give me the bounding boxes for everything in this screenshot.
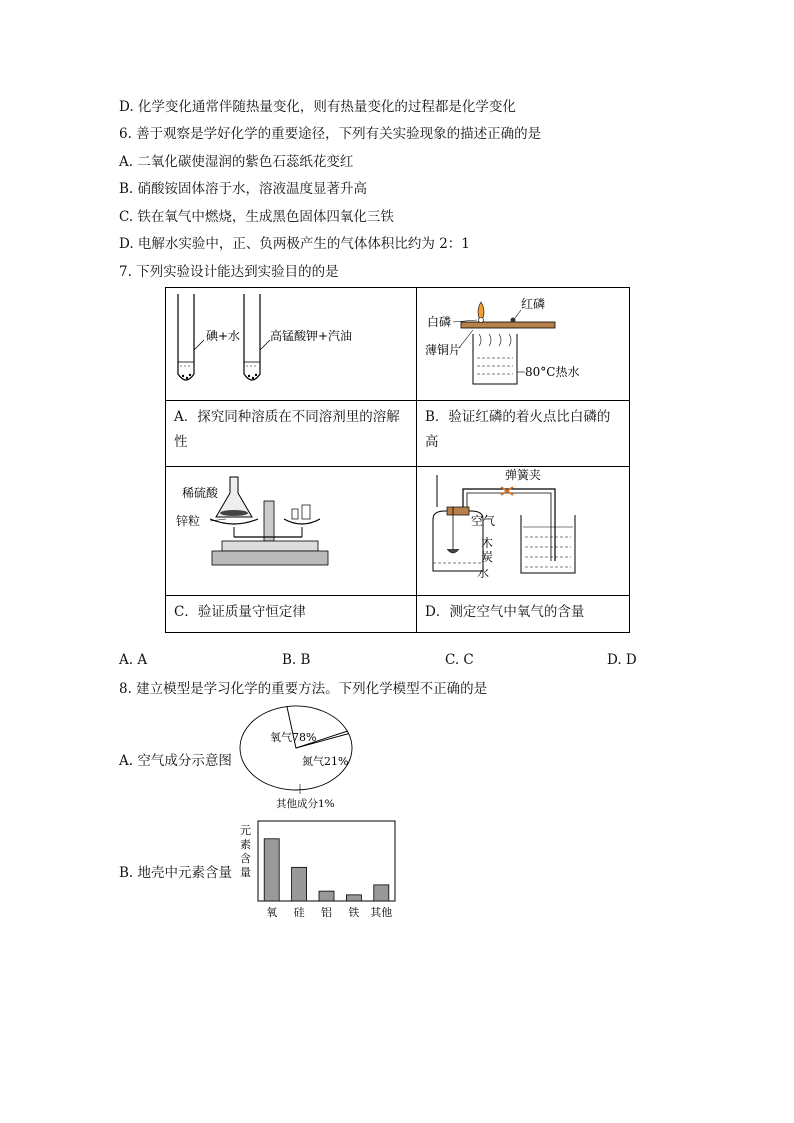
copper-plate — [461, 322, 555, 328]
pie-label-oxygen: 氧气78% — [270, 731, 317, 744]
air-composition-pie — [238, 704, 368, 814]
ylabel-char-1: 元 — [240, 824, 251, 837]
bar-category-label: 硅 — [293, 906, 305, 919]
ylabel-char-2: 素 — [240, 838, 251, 851]
bar-0 — [264, 839, 279, 901]
bar-4 — [374, 885, 389, 901]
q6-option-b: B. 硝酸铵固体溶于水，溶液温度显著升高 — [119, 181, 368, 197]
bar-1 — [292, 867, 307, 901]
q7-option-d: D. D — [607, 652, 637, 668]
tube-2-label: 高锰酸钾+汽油 — [270, 329, 353, 343]
pie-label-other: 其他成分1% — [276, 798, 335, 810]
caption-d: D．测定空气中氧气的含量 — [417, 596, 630, 633]
crust-element-bar-chart — [236, 818, 406, 928]
balance-base — [212, 551, 328, 565]
figure-c-cell — [166, 467, 417, 596]
test-tube-2 — [244, 294, 260, 380]
white-phosphorus-label: 白磷 — [427, 315, 452, 329]
test-tube-1 — [178, 294, 194, 380]
question-6-stem: 6. 善于观察是学好化学的重要途径，下列有关实验现象的描述正确的是 — [119, 126, 542, 142]
water-label: 水 — [477, 566, 490, 580]
charcoal-label-2: 炭 — [481, 550, 494, 564]
q5-option-d: D. 化学变化通常伴随热量变化，则有热量变化的过程都是化学变化 — [119, 99, 516, 115]
bar-3 — [346, 895, 361, 901]
bar-category-label: 氧 — [266, 906, 278, 919]
ylabel-char-4: 量 — [240, 866, 251, 879]
balance-figure — [166, 467, 416, 591]
q7-option-a: A. A — [119, 652, 148, 668]
spring-clip-icon — [501, 487, 513, 495]
caption-a: A．探究同种溶质在不同溶剂里的溶解性 — [166, 401, 417, 467]
air-label: 空气 — [471, 514, 496, 528]
bar-2 — [319, 891, 334, 901]
water-beaker — [521, 515, 575, 573]
figure-a-cell — [166, 288, 417, 401]
q6-option-d: D. 电解水实验中，正、负两极产生的气体体积比约为 2：1 — [119, 236, 470, 252]
hot-water-label: 80°C热水 — [525, 365, 580, 379]
tube-1-label: 碘+水 — [206, 329, 241, 343]
figure-b-cell — [417, 288, 630, 401]
caption-b: B．验证红磷的着火点比白磷的高 — [417, 401, 630, 467]
question-8-stem: 8. 建立模型是学习化学的重要方法。下列化学模型不正确的是 — [119, 681, 488, 697]
bar-category-label: 其他 — [370, 906, 393, 919]
question-7-stem: 7. 下列实验设计能达到实验目的的是 — [119, 264, 339, 280]
q8-option-b-label: B. 地壳中元素含量 — [119, 865, 233, 881]
experiment-table — [165, 287, 630, 633]
oxygen-measure-figure — [417, 467, 629, 591]
beaker — [473, 334, 517, 384]
figure-d-cell — [417, 467, 630, 596]
q8-option-a-label: A. 空气成分示意图 — [119, 753, 232, 769]
bar-category-label: 铁 — [348, 906, 360, 919]
q6-option-a: A. 二氧化碳使湿润的紫色石蕊纸花变红 — [119, 154, 354, 170]
charcoal-label-1: 木 — [481, 536, 494, 550]
red-phosphorus-label: 红磷 — [521, 297, 546, 311]
q7-option-c: C. C — [445, 652, 474, 668]
ylabel-char-3: 含 — [240, 852, 251, 865]
copper-label: 薄铜片 — [425, 343, 462, 357]
phosphorus-figure — [417, 288, 629, 396]
spring-clip-label: 弹簧夹 — [505, 468, 542, 482]
zinc-label: 锌粒 — [176, 514, 201, 528]
pie-label-nitrogen: 氮气21% — [302, 755, 349, 768]
test-tubes-figure — [166, 288, 416, 396]
caption-c: C．验证质量守恒定律 — [166, 596, 417, 633]
bar-category-label: 铝 — [321, 906, 332, 919]
q6-option-c: C. 铁在氧气中燃烧，生成黑色固体四氧化三铁 — [119, 209, 394, 225]
acid-label: 稀硫酸 — [182, 486, 219, 500]
q7-option-b: B. B — [282, 652, 311, 668]
